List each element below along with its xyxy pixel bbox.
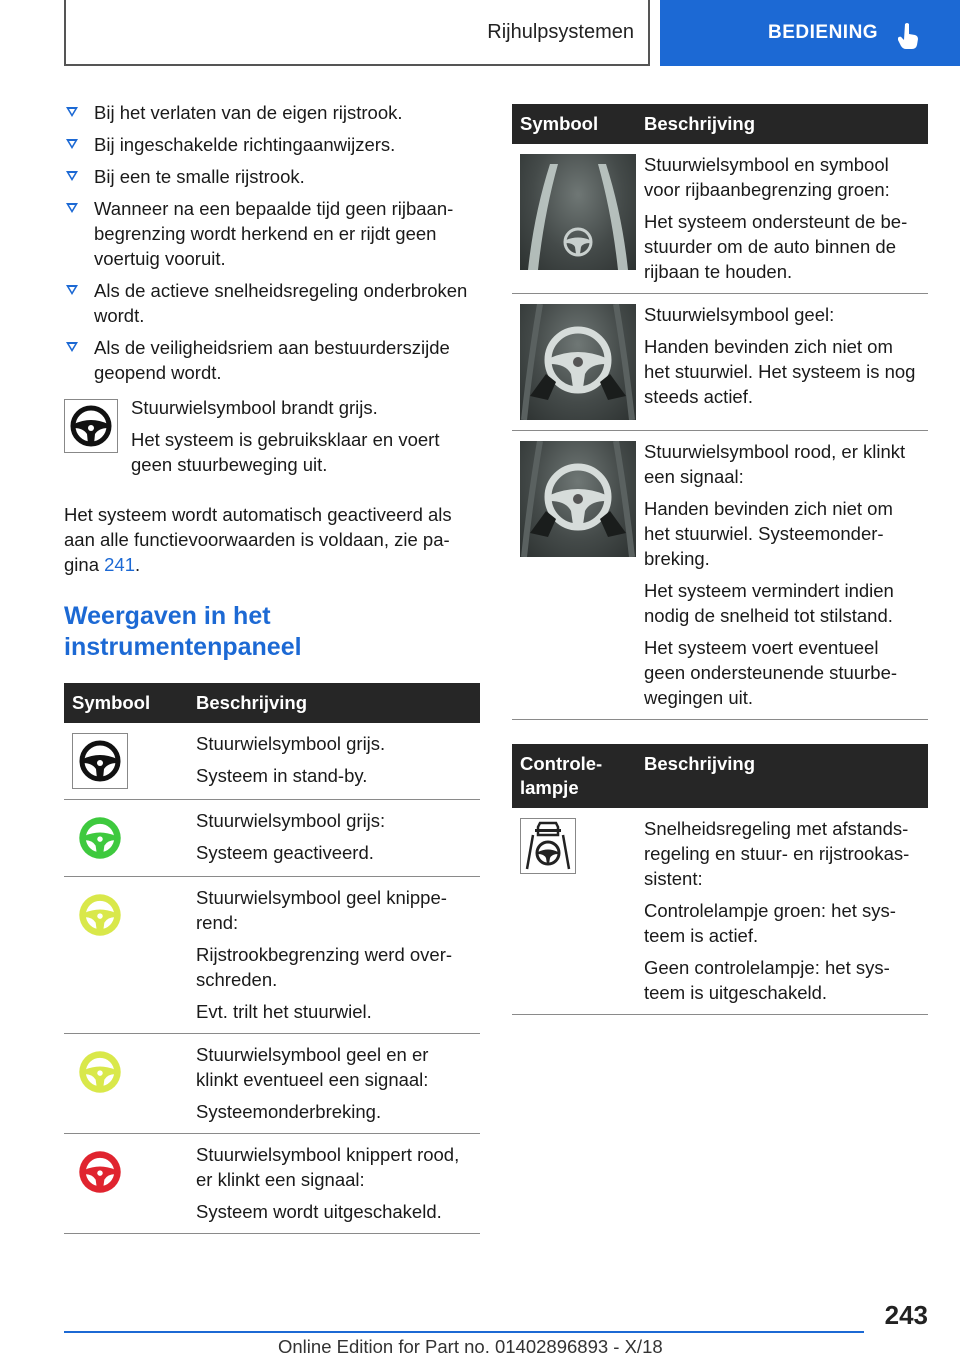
steering-wheel-grey-icon: [64, 399, 118, 453]
table-row: [64, 1034, 480, 1134]
column-header: Symbool: [512, 104, 636, 144]
row-text: Stuurwielsymbool geel:: [644, 304, 835, 325]
table-row: [512, 294, 928, 431]
hands-off-steering-wheel-yellow-image: [520, 304, 636, 420]
grey-symbol-note: [64, 395, 480, 484]
right-column: [512, 104, 928, 1015]
column-header: Beschrijving: [636, 744, 928, 808]
activation-paragraph: Het systeem wordt automatisch geactiveerd als aan alle functievoorwaarden is voldaan, zie pa-gina 241.: [64, 504, 452, 575]
display-table: [512, 104, 928, 720]
row-text: Stuurwielsymbool en symbool voor rijbaanbegrenzing groen:: [644, 154, 890, 200]
pointing-hand-icon: [898, 22, 920, 50]
row-text: Stuurwielsymbool geel en er klinkt eventueel een signaal:: [196, 1044, 429, 1090]
row-text: Stuurwielsymbool rood, er klinkt een signaal:: [644, 441, 906, 487]
list-item: Als de actieve snelheidsregeling onderbroken wordt.: [64, 278, 480, 328]
page-link[interactable]: 241: [104, 554, 135, 575]
row-text: Stuurwielsymbool grijs:: [196, 810, 386, 831]
column-header: Beschrijving: [188, 683, 480, 723]
table-row: [512, 808, 928, 1015]
row-text: Snelheidsregeling met afstands-regeling en stuur- en rijstrookas-sistent:: [644, 818, 910, 889]
row-text: Geen controlelampje: het sys-teem is uitgeschakeld.: [644, 957, 890, 1003]
table-row: [64, 1134, 480, 1234]
row-text: Systeem geactiveerd.: [196, 842, 374, 863]
table-row: [64, 723, 480, 800]
header-section-box: [64, 0, 650, 66]
condition-list: [64, 100, 480, 385]
table-row: [512, 144, 928, 294]
column-header: Beschrijving: [636, 104, 928, 144]
row-text: Het systeem voert eventueel geen ondersteunende stuurbe-wegingen uit.: [644, 637, 898, 708]
column-header: Controle-lampje: [512, 744, 636, 808]
grey-symbol-line: Stuurwielsymbool brandt grijs.: [131, 397, 378, 418]
row-text: Handen bevinden zich niet om het stuurwiel. Systeemonder-breking.: [644, 498, 893, 569]
row-text: Stuurwielsymbool geel knippe-rend:: [196, 887, 447, 933]
steering-wheel-yellow-icon: [72, 1044, 128, 1100]
row-text: Systeem in stand-by.: [196, 765, 368, 786]
section-title: Rijhulpsystemen: [487, 20, 634, 43]
page-number: 243: [884, 1300, 928, 1330]
hands-off-steering-wheel-red-image: [520, 441, 636, 557]
symbol-table: [64, 683, 480, 1234]
table-row: [64, 877, 480, 1034]
edition-footer: Online Edition for Part no. 01402896893 - X/18: [278, 1336, 663, 1357]
left-column: [64, 100, 480, 1234]
header-chapter-tab[interactable]: [660, 0, 960, 66]
row-text: Rijstrookbegrenzing werd over-schreden.: [196, 944, 453, 990]
list-item: Bij ingeschakelde richtingaanwijzers.: [64, 132, 480, 157]
list-item: Bij het verlaten van de eigen rijstrook.: [64, 100, 480, 125]
row-text: Het systeem vermindert indien nodig de snelheid tot stilstand.: [644, 580, 894, 626]
row-text: Systeemonderbreking.: [196, 1101, 382, 1122]
list-item: Wanneer na een bepaalde tijd geen rijbaan-begrenzing wordt herkend en er rijdt geen voertuig vooruit.: [64, 196, 480, 271]
table-row: [64, 800, 480, 877]
row-text: Handen bevinden zich niet om het stuurwiel. Het systeem is nog steeds actief.: [644, 336, 916, 407]
steering-wheel-green-icon: [72, 810, 128, 866]
list-item: Als de veiligheidsriem aan bestuurderszijde geopend wordt.: [64, 335, 480, 385]
section-heading: Weergaven in het instrumentenpaneel: [64, 602, 302, 661]
footer-divider: [64, 1331, 864, 1333]
control-light-table: [512, 744, 928, 1015]
row-text: Systeem wordt uitgeschakeld.: [196, 1201, 442, 1222]
chapter-title: BEDIENING: [768, 22, 879, 43]
list-item: Bij een te smalle rijstrook.: [64, 164, 480, 189]
steering-wheel-red-icon: [72, 1144, 128, 1200]
steering-wheel-yellow-icon: [72, 887, 128, 943]
lane-assist-indicator-icon: [520, 818, 576, 874]
row-text: Stuurwielsymbool knippert rood, er klinkt een signaal:: [196, 1144, 460, 1190]
steering-wheel-grey-icon: [72, 733, 128, 789]
column-header: Symbool: [64, 683, 188, 723]
row-text: Het systeem ondersteunt de be-stuurder om de auto binnen de rijbaan te houden.: [644, 211, 908, 282]
table-row: [512, 431, 928, 720]
row-text: Controlelampje groen: het sys-teem is actief.: [644, 900, 896, 946]
grey-symbol-line: Het systeem is gebruiksklaar en voert geen stuurbeweging uit.: [131, 429, 440, 475]
lane-display-steering-wheel-image: [520, 154, 636, 270]
row-text: Stuurwielsymbool grijs.: [196, 733, 386, 754]
row-text: Evt. trilt het stuurwiel.: [196, 1001, 372, 1022]
